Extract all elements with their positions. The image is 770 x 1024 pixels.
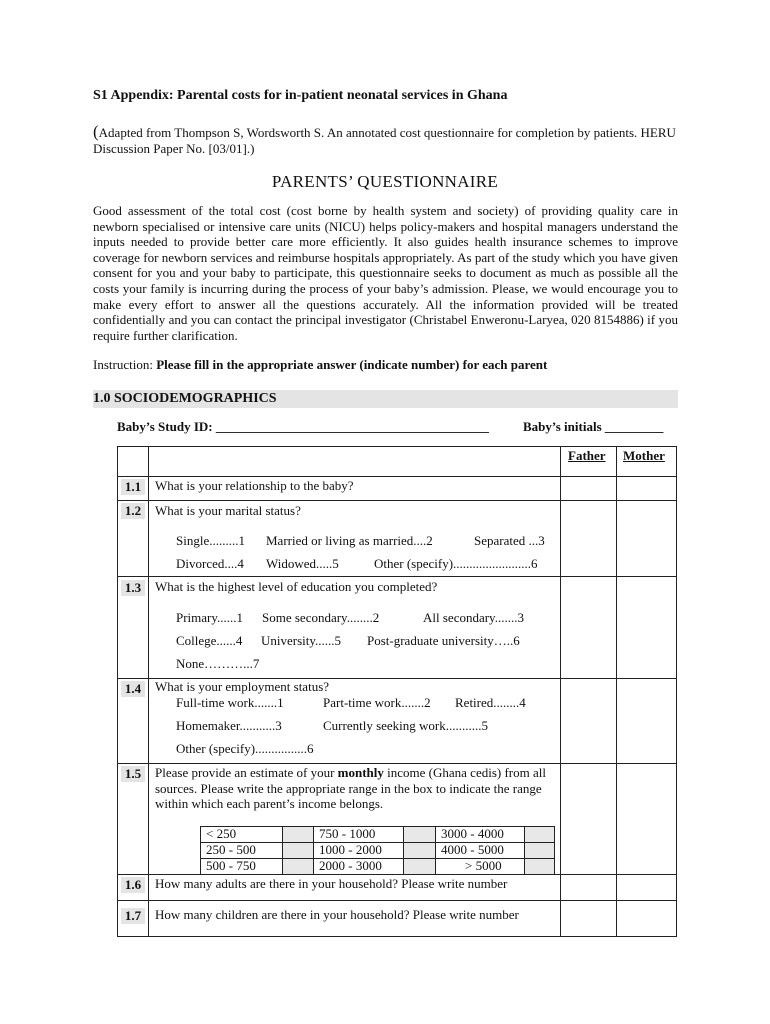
question-employment: What is your employment status? xyxy=(155,679,330,694)
income-range-label: 750 - 1000 xyxy=(319,826,376,841)
table-border-left xyxy=(117,446,118,936)
question-number: 1.7 xyxy=(121,908,145,924)
income-range-label: 4000 - 5000 xyxy=(441,842,504,857)
option-full-time: Full-time work.......1 xyxy=(176,695,284,710)
mother-answer-1-6[interactable] xyxy=(617,875,676,900)
question-number: 1.6 xyxy=(121,877,145,893)
table-border-top xyxy=(117,446,677,447)
father-answer-1-1[interactable] xyxy=(561,477,616,500)
option-single: Single.........1 xyxy=(176,533,245,548)
father-answer-1-7[interactable] xyxy=(561,901,616,936)
income-range-label: 500 - 750 xyxy=(206,858,256,873)
grid-line xyxy=(200,826,201,874)
option-all-secondary: All secondary.......3 xyxy=(423,610,524,625)
question-relationship: What is your relationship to the baby? xyxy=(155,478,354,493)
grid-line xyxy=(200,874,554,875)
study-id-field[interactable]: Baby’s Study ID: __________________________________________ xyxy=(117,419,489,434)
option-homemaker: Homemaker...........3 xyxy=(176,718,282,733)
option-none: None………...7 xyxy=(176,656,260,671)
option-married: Married or living as married....2 xyxy=(266,533,433,548)
open-paren: ( xyxy=(93,122,99,141)
option-divorced: Divorced....4 xyxy=(176,556,244,571)
income-checkbox[interactable] xyxy=(404,843,435,858)
option-other: Other (specify)........................6 xyxy=(374,556,538,571)
father-answer-1-3[interactable] xyxy=(561,577,616,678)
father-answer-1-2[interactable] xyxy=(561,501,616,576)
father-answer-1-6[interactable] xyxy=(561,875,616,900)
citation-text: Adapted from Thompson S, Wordsworth S. An annotated cost questionnaire for completion by patients. HERU Discussion Paper No. [03/01].) xyxy=(93,125,676,156)
income-range-label: 1000 - 2000 xyxy=(319,842,382,857)
income-checkbox[interactable] xyxy=(525,859,554,874)
grid-line xyxy=(435,826,436,874)
option-primary: Primary......1 xyxy=(176,610,244,625)
mother-answer-1-2[interactable] xyxy=(617,501,676,576)
income-range-label: 3000 - 4000 xyxy=(441,826,504,841)
question-education: What is the highest level of education you completed? xyxy=(155,579,438,594)
option-separated: Separated ...3 xyxy=(474,533,545,548)
question-marital-status: What is your marital status? xyxy=(155,503,301,518)
column-mother: Mother xyxy=(623,448,665,463)
income-checkbox[interactable] xyxy=(283,843,313,858)
option-post-graduate: Post-graduate university…..6 xyxy=(367,633,520,648)
question-income xyxy=(155,765,555,812)
income-range-label: > 5000 xyxy=(465,858,502,873)
income-text-bold: monthly xyxy=(337,765,384,780)
income-range-label: 250 - 500 xyxy=(206,842,256,857)
mother-answer-1-5[interactable] xyxy=(617,764,676,874)
table-border-right xyxy=(676,446,677,936)
document-title: S1 Appendix: Parental costs for in-patient neonatal services in Ghana xyxy=(93,88,508,103)
income-range-label: < 250 xyxy=(206,826,237,841)
section-title: 1.0 SOCIODEMOGRAPHICS xyxy=(93,391,277,406)
income-checkbox[interactable] xyxy=(525,843,554,858)
instruction-text: Please fill in the appropriate answer (indicate number) for each parent xyxy=(156,357,548,372)
instruction xyxy=(93,357,547,373)
question-number: 1.2 xyxy=(121,503,145,519)
income-checkbox[interactable] xyxy=(283,827,313,842)
column-father: Father xyxy=(568,448,606,463)
question-adults: How many adults are there in your household? Please write number xyxy=(155,876,508,891)
grid-line xyxy=(313,826,314,874)
option-retired: Retired........4 xyxy=(455,695,526,710)
question-number: 1.3 xyxy=(121,580,145,596)
questionnaire-heading: PARENTS’ QUESTIONNAIRE xyxy=(271,172,499,191)
option-other: Other (specify)................6 xyxy=(176,741,314,756)
income-checkbox[interactable] xyxy=(404,859,435,874)
income-checkbox[interactable] xyxy=(525,827,554,842)
question-number: 1.1 xyxy=(121,479,145,495)
table-border-bottom xyxy=(117,936,677,937)
option-college: College......4 xyxy=(176,633,243,648)
option-some-secondary: Some secondary........2 xyxy=(262,610,380,625)
instruction-label: Instruction: xyxy=(93,357,157,372)
mother-answer-1-4[interactable] xyxy=(617,679,676,763)
question-children: How many children are there in your household? Please write number xyxy=(155,907,519,922)
question-number: 1.5 xyxy=(121,766,145,782)
option-seeking-work: Currently seeking work...........5 xyxy=(323,718,489,733)
father-answer-1-4[interactable] xyxy=(561,679,616,763)
income-text-a: Please provide an estimate of your xyxy=(155,765,338,780)
income-checkbox[interactable] xyxy=(404,827,435,842)
income-checkbox[interactable] xyxy=(283,859,313,874)
income-range-label: 2000 - 3000 xyxy=(319,858,382,873)
option-university: University......5 xyxy=(261,633,342,648)
table-divider-num xyxy=(148,446,149,936)
grid-line xyxy=(554,826,555,874)
option-part-time: Part-time work.......2 xyxy=(323,695,431,710)
option-widowed: Widowed.....5 xyxy=(266,556,339,571)
mother-answer-1-1[interactable] xyxy=(617,477,676,500)
income-text-b: income (Ghana cedis) from all sources. Please write the appropriate range in the box to indicate the range within which each parent’s income belongs. xyxy=(155,765,546,811)
mother-answer-1-7[interactable] xyxy=(617,901,676,936)
intro-paragraph: Good assessment of the total cost (cost borne by health system and society) of providing quality care in newborn specialised or intensive care units (NICU) helps policy-makers and hospital managers understand the inputs needed to provide better care more efficiently. It also guides health insurance schemes to improve coverage for newborn services and reimburse hospitals appropriately. As part of the study which you have given consent for you and your baby to participate, this questionnaire seeks to document as much as possible all the costs your family is incurring during the process of your baby’s admission. Please, we would encourage you to make every effort to answer all the questions accurately. All the information provided will be treated confidentially and you can contact the principal investigator (Christabel Enweronu-Laryea, 020 8154886) if you require further clarification. xyxy=(93,203,678,343)
question-number: 1.4 xyxy=(121,681,145,697)
adapted-citation xyxy=(93,124,683,157)
baby-initials-field[interactable]: Baby’s initials _________ xyxy=(523,419,664,434)
father-answer-1-5[interactable] xyxy=(561,764,616,874)
mother-answer-1-3[interactable] xyxy=(617,577,676,678)
